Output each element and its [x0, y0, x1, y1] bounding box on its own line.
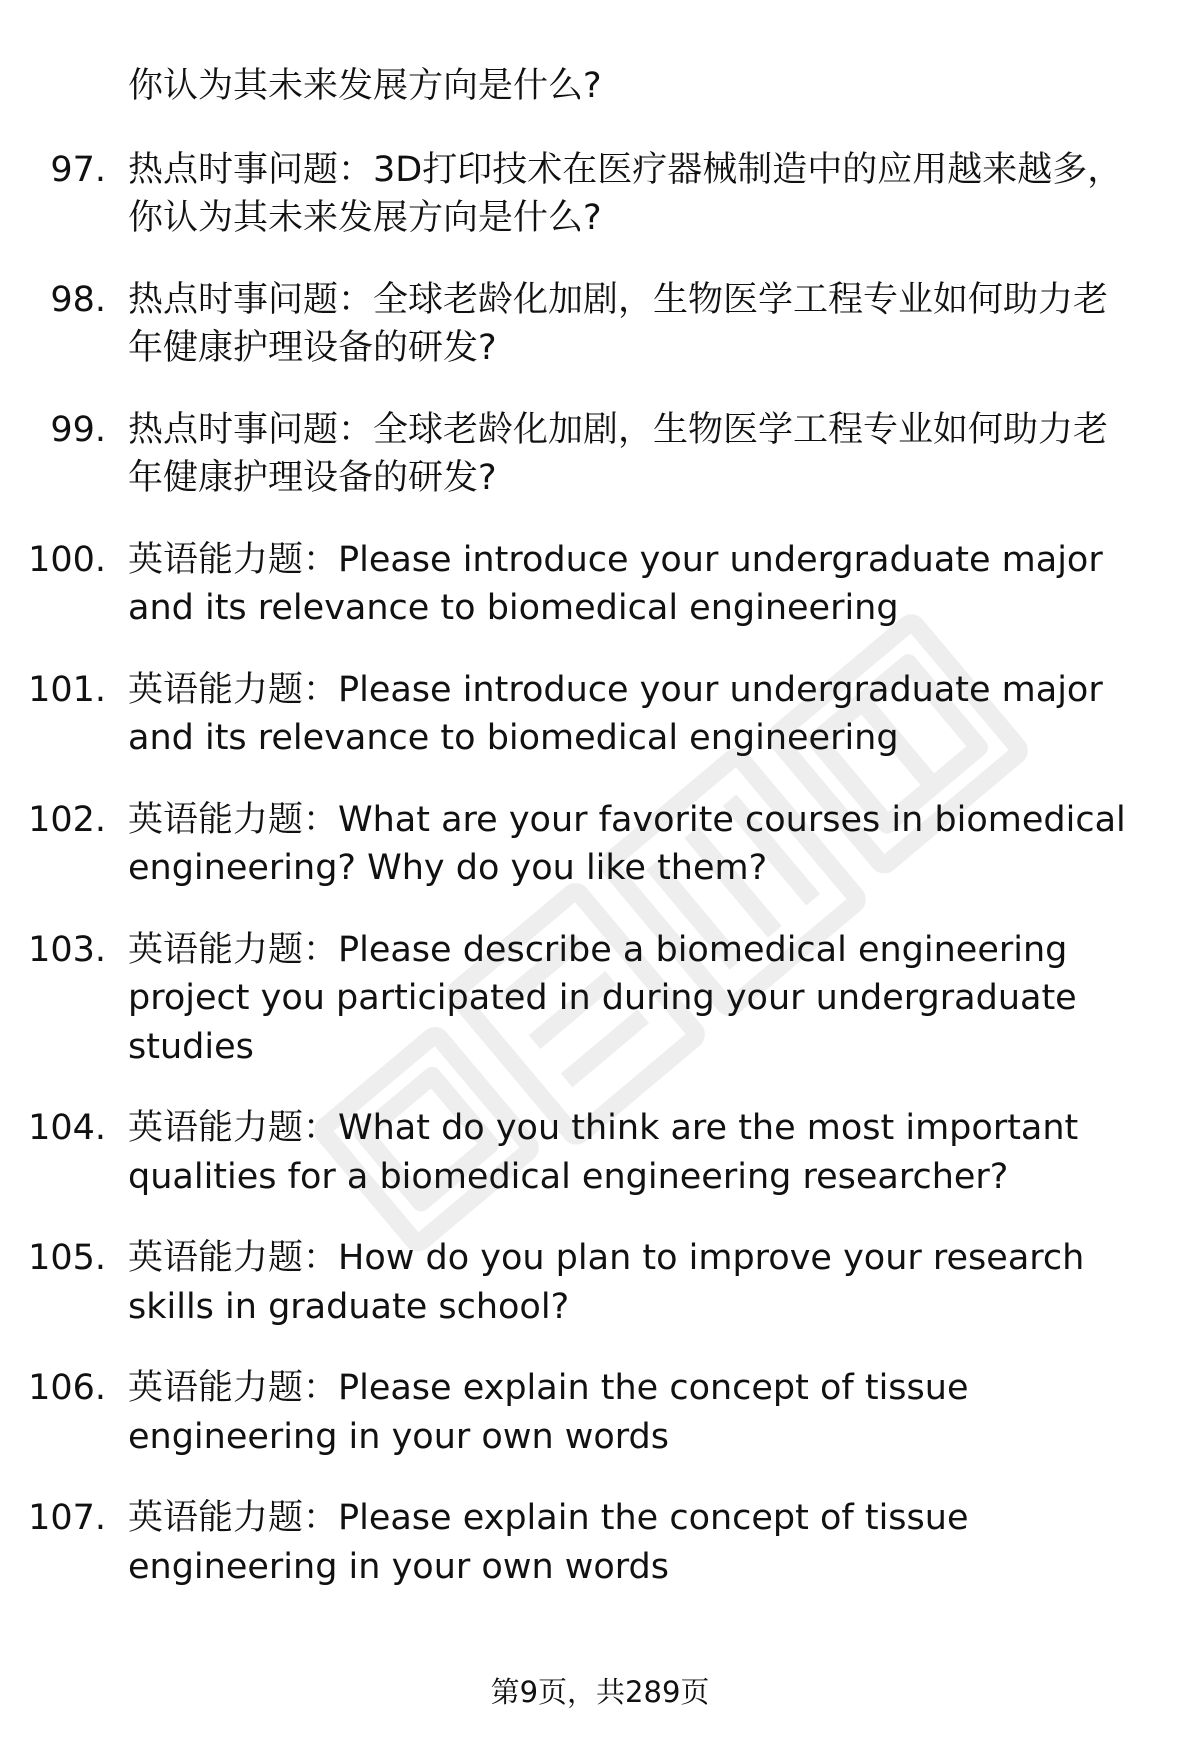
item-text: 热点时事问题：全球老龄化加剧，生物医学工程专业如何助力老年健康护理设备的研发?	[128, 409, 1109, 498]
item-number: 97.	[50, 149, 106, 190]
item-number: 105.	[28, 1238, 106, 1278]
item-text: 英语能力题：What do you think are the most important qualities for a biomedical engineering researcher?	[128, 1108, 1079, 1197]
item-number: 99.	[50, 409, 106, 450]
list-item	[0, 796, 1200, 893]
item-number: 104.	[28, 1108, 106, 1148]
item-text: 英语能力题：Please introduce your undergraduate major and its relevance to biomedical engineering	[128, 669, 1103, 758]
list-item	[0, 1364, 1200, 1461]
item-number: 106.	[28, 1368, 106, 1408]
item-text: 英语能力题：Please describe a biomedical engineering project you participated in during your undergraduate studies	[128, 929, 1077, 1067]
list-item	[0, 926, 1200, 1072]
list-item	[0, 276, 1200, 373]
item-text: 英语能力题：Please introduce your undergraduate major and its relevance to biomedical engineering	[128, 539, 1103, 628]
list-item-continuation	[0, 62, 1200, 111]
item-number: 101.	[28, 669, 106, 710]
item-number: 103.	[28, 929, 106, 970]
item-text: 英语能力题：Please explain the concept of tissue engineering in your own words	[128, 1368, 969, 1457]
list-item	[0, 1494, 1200, 1591]
list-item	[0, 146, 1200, 243]
list-item	[0, 1234, 1200, 1331]
page-footer: 第9页，共289页	[490, 1675, 710, 1709]
item-number: 98.	[50, 279, 106, 320]
item-number: 102.	[28, 799, 106, 840]
list-item	[0, 406, 1200, 503]
item-text: 热点时事问题：3D打印技术在医疗器械制造中的应用越来越多，你认为其未来发展方向是什么?	[128, 149, 1123, 238]
item-text: 英语能力题：What are your favorite courses in biomedical engineering? Why do you like them?	[128, 799, 1126, 888]
item-text: 英语能力题：How do you plan to improve your research skills in graduate school?	[128, 1238, 1085, 1327]
continuation-text: 你认为其未来发展方向是什么?	[128, 66, 602, 106]
list-item	[0, 666, 1200, 763]
question-list	[0, 62, 1200, 1624]
item-number: 100.	[28, 539, 106, 580]
item-number: 107.	[28, 1498, 106, 1538]
list-item	[0, 536, 1200, 633]
item-text: 热点时事问题：全球老龄化加剧，生物医学工程专业如何助力老年健康护理设备的研发?	[128, 279, 1109, 368]
item-text: 英语能力题：Please explain the concept of tissue engineering in your own words	[128, 1498, 969, 1587]
list-item	[0, 1104, 1200, 1201]
